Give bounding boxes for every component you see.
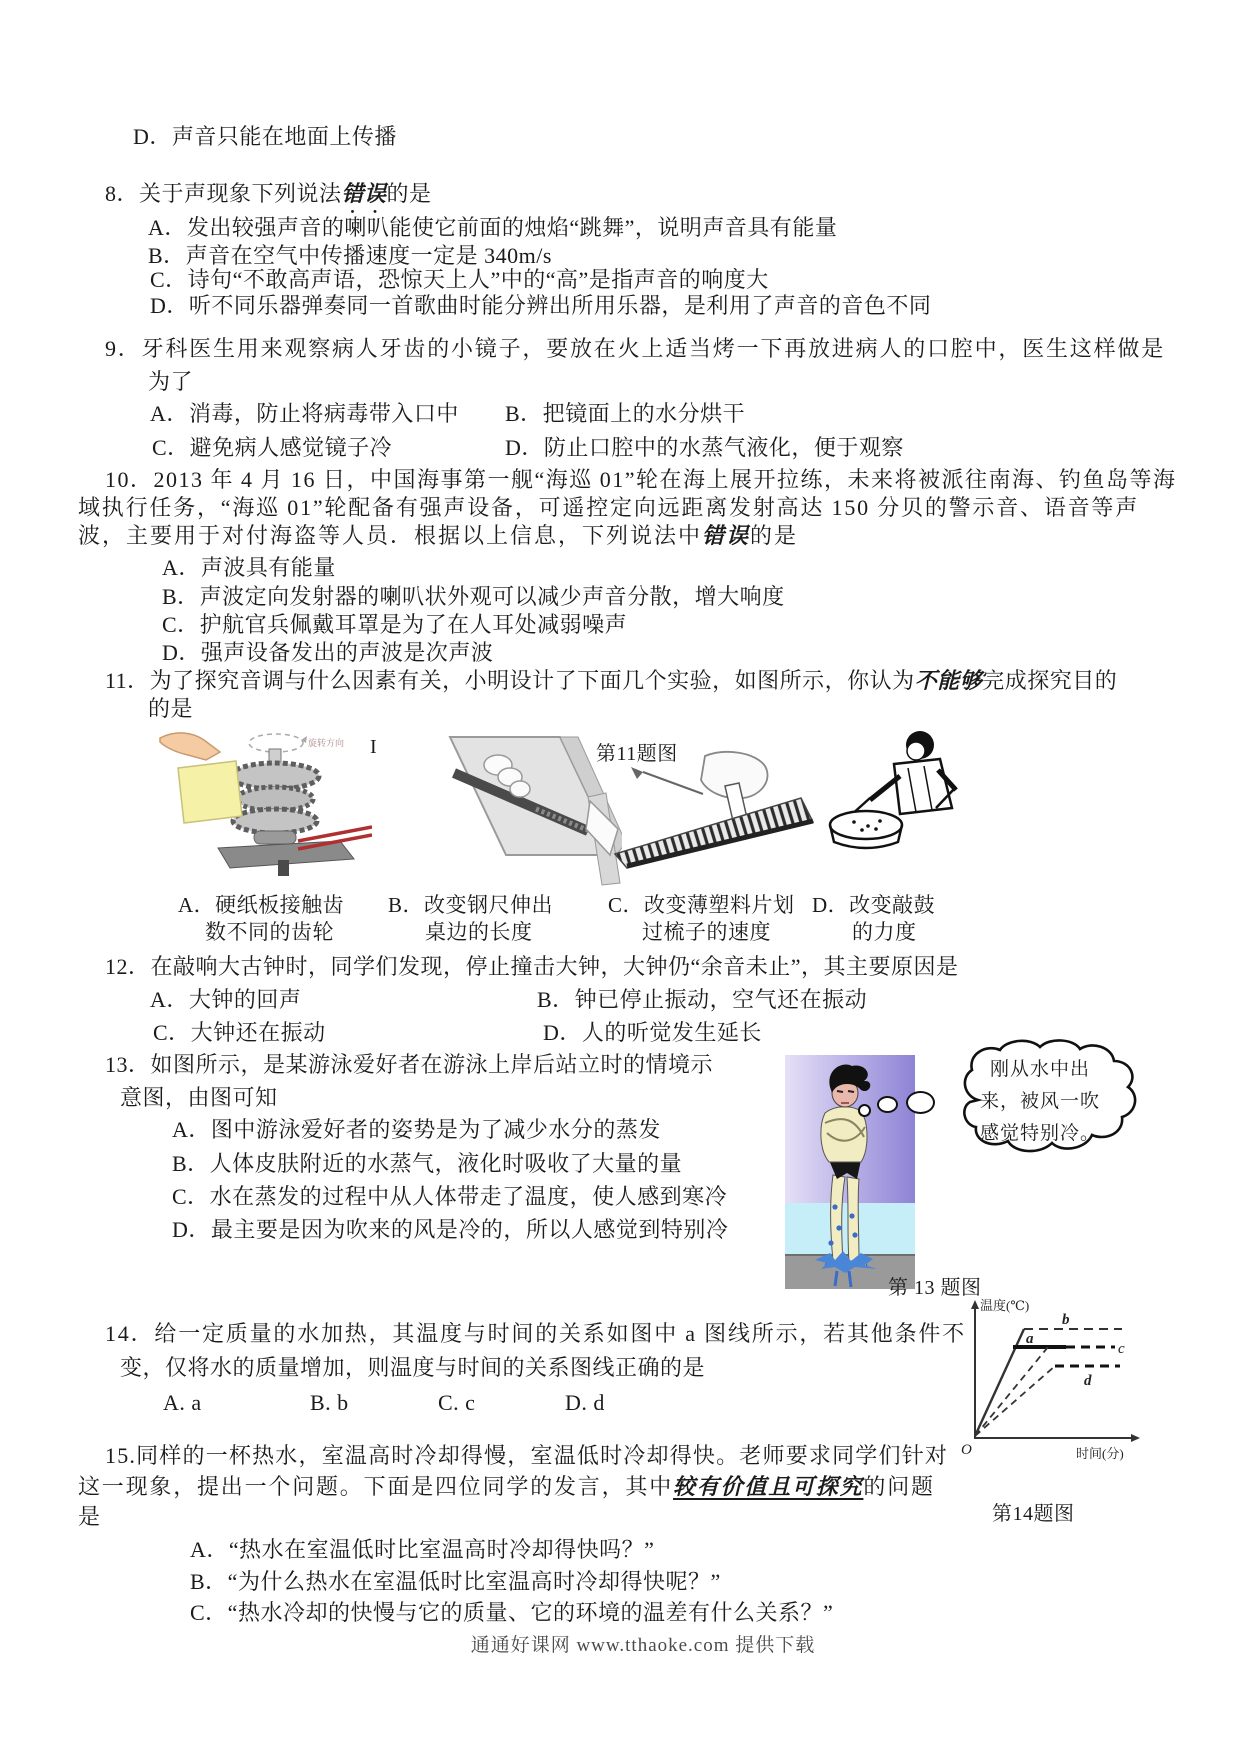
q11-stem-line1 (105, 668, 1117, 694)
q8-option-d: D．听不同乐器弹奏同一首歌曲时能分辨出所用乐器，是利用了声音的音色不同 (150, 293, 932, 318)
q10-stem-line3-pre: 波，主要用于对付海盗等人员．根据以上信息，下列说法中 (78, 523, 703, 548)
thought-circle-medium (877, 1096, 898, 1113)
footer-watermark: 通通好课网 www.tthaoke.com 提供下载 (470, 1635, 816, 1656)
q14-stem-line2: 变，仅将水的质量增加，则温度与时间的关系图线正确的是 (120, 1355, 706, 1380)
q15-stem-line2-pre: 这一现象，提出一个问题。下面是四位同学的发言，其中 (78, 1474, 674, 1499)
q11-caption-d-line2: 的力度 (852, 920, 917, 944)
q14-figure-label: 第14题图 (992, 1503, 1075, 1525)
q8-stem (105, 181, 432, 218)
q13-stem-line1: 13．如图所示，是某游泳爱好者在游泳上岸后站立时的情境示 (105, 1052, 714, 1077)
bubble-line-3: 感觉特别冷。 (979, 1123, 1100, 1144)
q9-option-b: B．把镜面上的水分烘干 (505, 401, 746, 426)
q11-figure-b-ruler-illustration (440, 735, 622, 892)
q9-option-d: D．防止口腔中的水蒸气液化，便于观察 (505, 435, 904, 460)
q11-figure-label: 第11题图 (596, 743, 678, 765)
q11-caption-b-line2: 桌边的长度 (425, 920, 533, 944)
q13-option-c: C．水在蒸发的过程中从人体带走了温度，使人感到寒冷 (172, 1184, 728, 1209)
q11-stem-line2: 的是 (148, 696, 194, 721)
q15-stem-line1: 15.同样的一杯热水，室温高时冷却得慢，室温低时冷却得快。老师要求同学们针对 (105, 1443, 949, 1468)
q14-option-d: D. d (565, 1390, 605, 1415)
thought-circle-small (858, 1104, 871, 1117)
q11-stem-emphasis: 不能够 (914, 668, 983, 693)
curve-c-rise (975, 1347, 1048, 1436)
graph-y-axis-label: 温度(℃) (980, 1298, 1030, 1313)
thought-circle-large (906, 1091, 935, 1114)
q10-stem-line3-post: 的是 (750, 523, 799, 548)
q15-stem-line2 (78, 1474, 935, 1500)
q10-option-a: A．声波具有能量 (162, 555, 336, 580)
q15-option-c: C．“热水冷却的快慢与它的质量、它的环境的温差有什么关系？” (190, 1600, 834, 1625)
q10-stem-line1: 10．2013 年 4 月 16 日，中国海事第一舰“海巡 01”轮在海上展开拉练，未来将被派往南海、钓鱼岛等海 (105, 467, 1177, 492)
q12-stem: 12．在敲响大古钟时，同学们发现，停止撞击大钟，大钟仍“余音未止”，其主要原因是 (105, 954, 959, 979)
q10-option-b: B．声波定向发射器的喇叭状外观可以减少声音分散，增大响度 (162, 584, 785, 609)
q10-option-d: D．强声设备发出的声波是次声波 (162, 640, 494, 665)
q14-option-b: B. b (310, 1390, 349, 1415)
q15-option-b: B．“为什么热水在室温低时比室温高时冷却得快呢？” (190, 1569, 721, 1594)
bubble-line-1: 刚从水中出 (989, 1059, 1090, 1080)
q9-stem-line1: 9．牙科医生用来观察病人牙齿的小镜子，要放在火上适当烤一下再放进病人的口腔中，医生这样做是 (105, 336, 1166, 361)
q8-option-b: B．声音在空气中传播速度一定是 340m/s (148, 243, 552, 268)
q12-option-d: D．人的听觉发生延长 (543, 1020, 762, 1045)
drum-icon (830, 811, 902, 839)
q15-stem-line3: 是 (78, 1504, 101, 1529)
q15-option-a: A．“热水在室温低时比室温高时冷却得快吗？” (190, 1537, 655, 1562)
q12-option-b: B．钟已停止振动，空气还在振动 (537, 987, 868, 1012)
q8-stem-emphasis: 错误 (341, 181, 387, 206)
q13-figure-swimmer (785, 1038, 1155, 1308)
q13-option-a: A．图中游泳爱好者的姿势是为了减少水分的蒸发 (172, 1117, 661, 1142)
rotation-direction-label: 旋转方向 (308, 738, 345, 748)
q11-stray-mark: I (370, 736, 377, 758)
bubble-line-2: 来，被风一吹 (979, 1091, 1100, 1112)
q14-option-c: C. c (438, 1390, 476, 1415)
curve-a-label: a (1026, 1331, 1034, 1347)
q11-caption-a-line2: 数不同的齿轮 (205, 920, 334, 944)
q10-option-c: C．护航官兵佩戴耳罩是为了在人耳处减弱噪声 (162, 612, 628, 637)
curve-d-label: d (1084, 1373, 1092, 1389)
q11-caption-d-line1: D．改变敲鼓 (812, 893, 936, 917)
graph-origin-label: O (961, 1442, 972, 1458)
q15-stem-emphasis: 较有价值且可探究 (673, 1474, 864, 1499)
graph-x-axis-label: 时间(分) (1076, 1446, 1124, 1461)
curve-c-label: c (1118, 1341, 1125, 1357)
q13-option-d: D．最主要是因为吹来的风是冷的，所以人感觉到特别冷 (172, 1217, 729, 1242)
q13-stem-line2: 意图，由图可知 (120, 1085, 278, 1110)
q12-option-c: C．大钟还在振动 (153, 1020, 326, 1045)
q11-caption-a-line1: A．硬纸板接触齿 (178, 893, 345, 917)
q15-stem-line2-post: 的问题 (863, 1474, 935, 1499)
curve-d-rise (975, 1366, 1055, 1436)
thought-bubble-text (957, 1054, 1123, 1150)
q7-option-d: D．声音只能在地面上传播 (133, 124, 397, 149)
q11-figure-d-drummer-illustration (824, 728, 974, 861)
q8-stem-pre: 8．关于声现象下列说法 (105, 181, 342, 206)
q14-stem-line1: 14．给一定质量的水加热，其温度与时间的关系如图中 a 图线所示，若其他条件不 (105, 1321, 966, 1346)
q9-option-a: A．消毒，防止将病毒带入口中 (150, 401, 459, 426)
q11-caption-b-line1: B．改变钢尺伸出 (388, 893, 554, 917)
q10-stem-line2: 域执行任务，“海巡 01”轮配备有强声设备，可遥控定向远距离发射高达 150 分贝的警示音、语音等声 (78, 495, 1140, 520)
q8-option-c: C．诗句“不敢高声语，恐惊天上人”中的“高”是指声音的响度大 (150, 267, 769, 292)
q11-figure-c-comb-illustration (605, 742, 837, 875)
q13-figure-label: 第 13 题图 (888, 1277, 982, 1299)
curve-b-label: b (1062, 1312, 1070, 1328)
q11-caption-c-line1: C．改变薄塑料片划 (608, 893, 795, 917)
q14-figure-graph (958, 1296, 1208, 1501)
q10-stem-line3 (78, 523, 798, 549)
q8-option-a: A．发出较强声音的喇叭能使它前面的烛焰“跳舞”，说明声音具有能量 (148, 215, 838, 240)
q9-option-c: C．避免病人感觉镜子冷 (152, 435, 393, 460)
q8-stem-post: 的是 (386, 181, 432, 206)
swimmer-illustration (785, 1055, 915, 1289)
cardboard-card (178, 761, 242, 823)
q13-option-b: B．人体皮肤附近的水蒸气，液化时吸收了大量的量 (172, 1151, 683, 1176)
q10-stem-emphasis: 错误 (702, 523, 751, 548)
hand-icon (160, 733, 220, 760)
q11-stem-pre: 11．为了探究音调与什么因素有关，小明设计了下面几个实验，如图所示，你认为 (105, 668, 915, 693)
q12-option-a: A．大钟的回声 (150, 987, 302, 1012)
q11-figure-a-gear-illustration (158, 728, 372, 883)
q11-stem-post: 完成探究目的 (982, 668, 1118, 693)
q14-option-a: A. a (163, 1390, 202, 1415)
q11-caption-c-line2: 过梳子的速度 (642, 920, 771, 944)
q9-stem-line2: 为了 (148, 369, 194, 394)
